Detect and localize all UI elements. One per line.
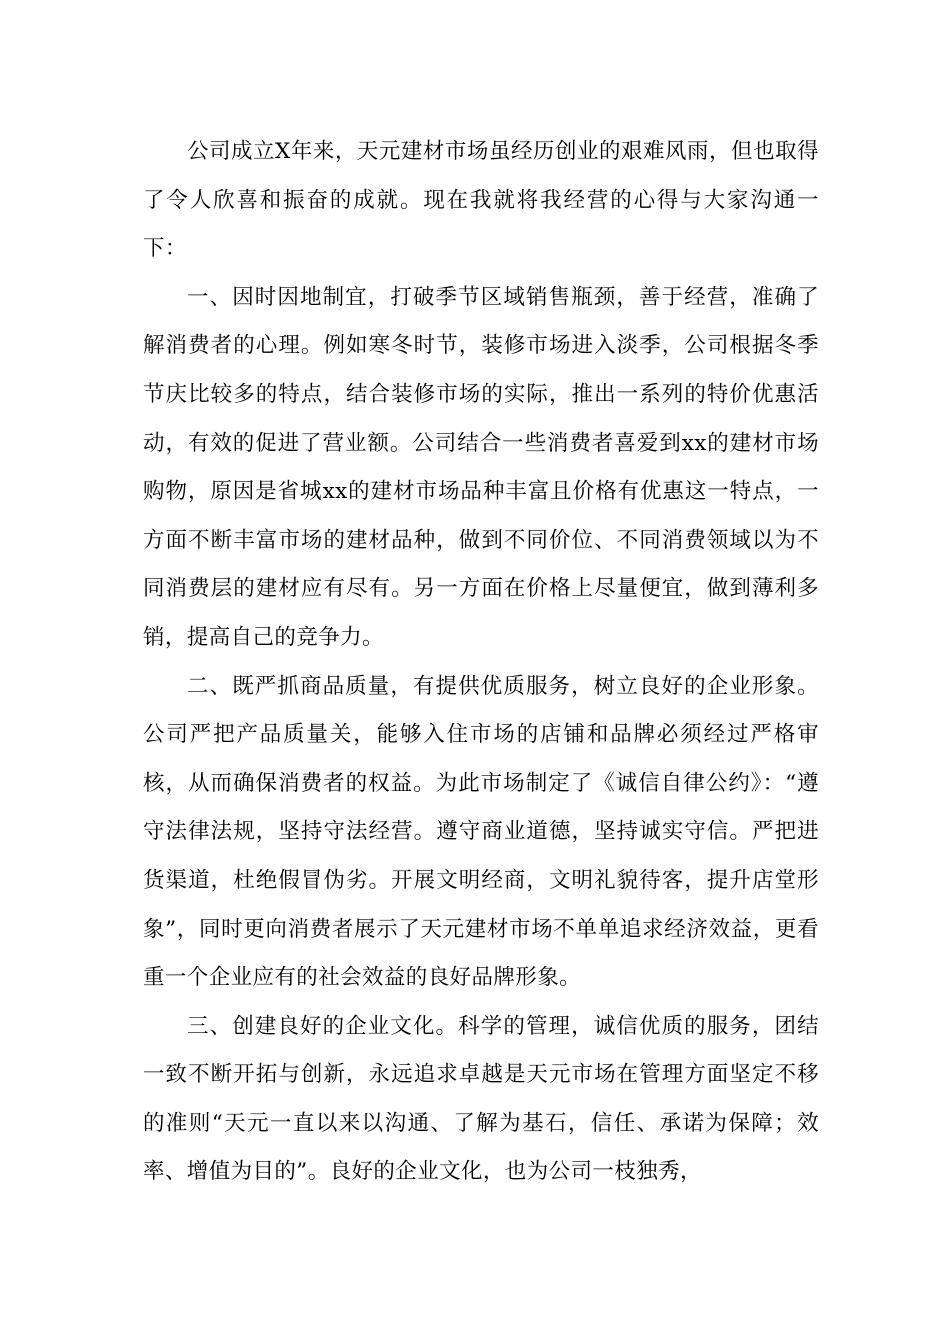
document-body (143, 128, 819, 1197)
paragraph-section-one: 一、因时因地制宜，打破季节区域销售瓶颈，善于经营，准确了解消费者的心理。例如寒冬时节，装修市场进入淡季，公司根据冬季节庆比较多的特点，结合装修市场的实际，推出一系列的特价优惠活动，有效的促进了营业额。公司结合一些消费者喜爱到xx的建材市场购物，原因是省城xx的建材市场品种丰富且价格有优惠这一特点，一方面不断丰富市场的建材品种，做到不同价位、不同消费领域以为不同消费层的建材应有尽有。另一方面在价格上尽量便宜，做到薄利多销，提高自己的竞争力。 (143, 284, 819, 650)
paragraph-intro: 公司成立X年来，天元建材市场虽经历创业的艰难风雨，但也取得了令人欣喜和振奋的成就。现在我就将我经营的心得与大家沟通一下： (143, 139, 819, 262)
paragraph-section-two: 二、既严抓商品质量，有提供优质服务，树立良好的企业形象。公司严把产品质量关，能够入住市场的店铺和品牌必须经过严格审核，从而确保消费者的权益。为此市场制定了《诚信自律公约》：“遵守法律法规，坚持守法经营。遵守商业道德，坚持诚实守信。严把进货渠道，杜绝假冒伪劣。开展文明经商，文明礼貌待客，提升店堂形象”，同时更向消费者展示了天元建材市场不单单追求经济效益，更看重一个企业应有的社会效益的良好品牌形象。 (143, 673, 819, 991)
paragraph-section-three: 三、创建良好的企业文化。科学的管理，诚信优质的服务，团结一致不断开拓与创新，永远追求卓越是天元市场在管理方面坚定不移的准则“天元一直以来以沟通、了解为基石，信任、承诺为保障；效率、增值为目的”。良好的企业文化，也为公司一枝独秀， (143, 1013, 819, 1185)
